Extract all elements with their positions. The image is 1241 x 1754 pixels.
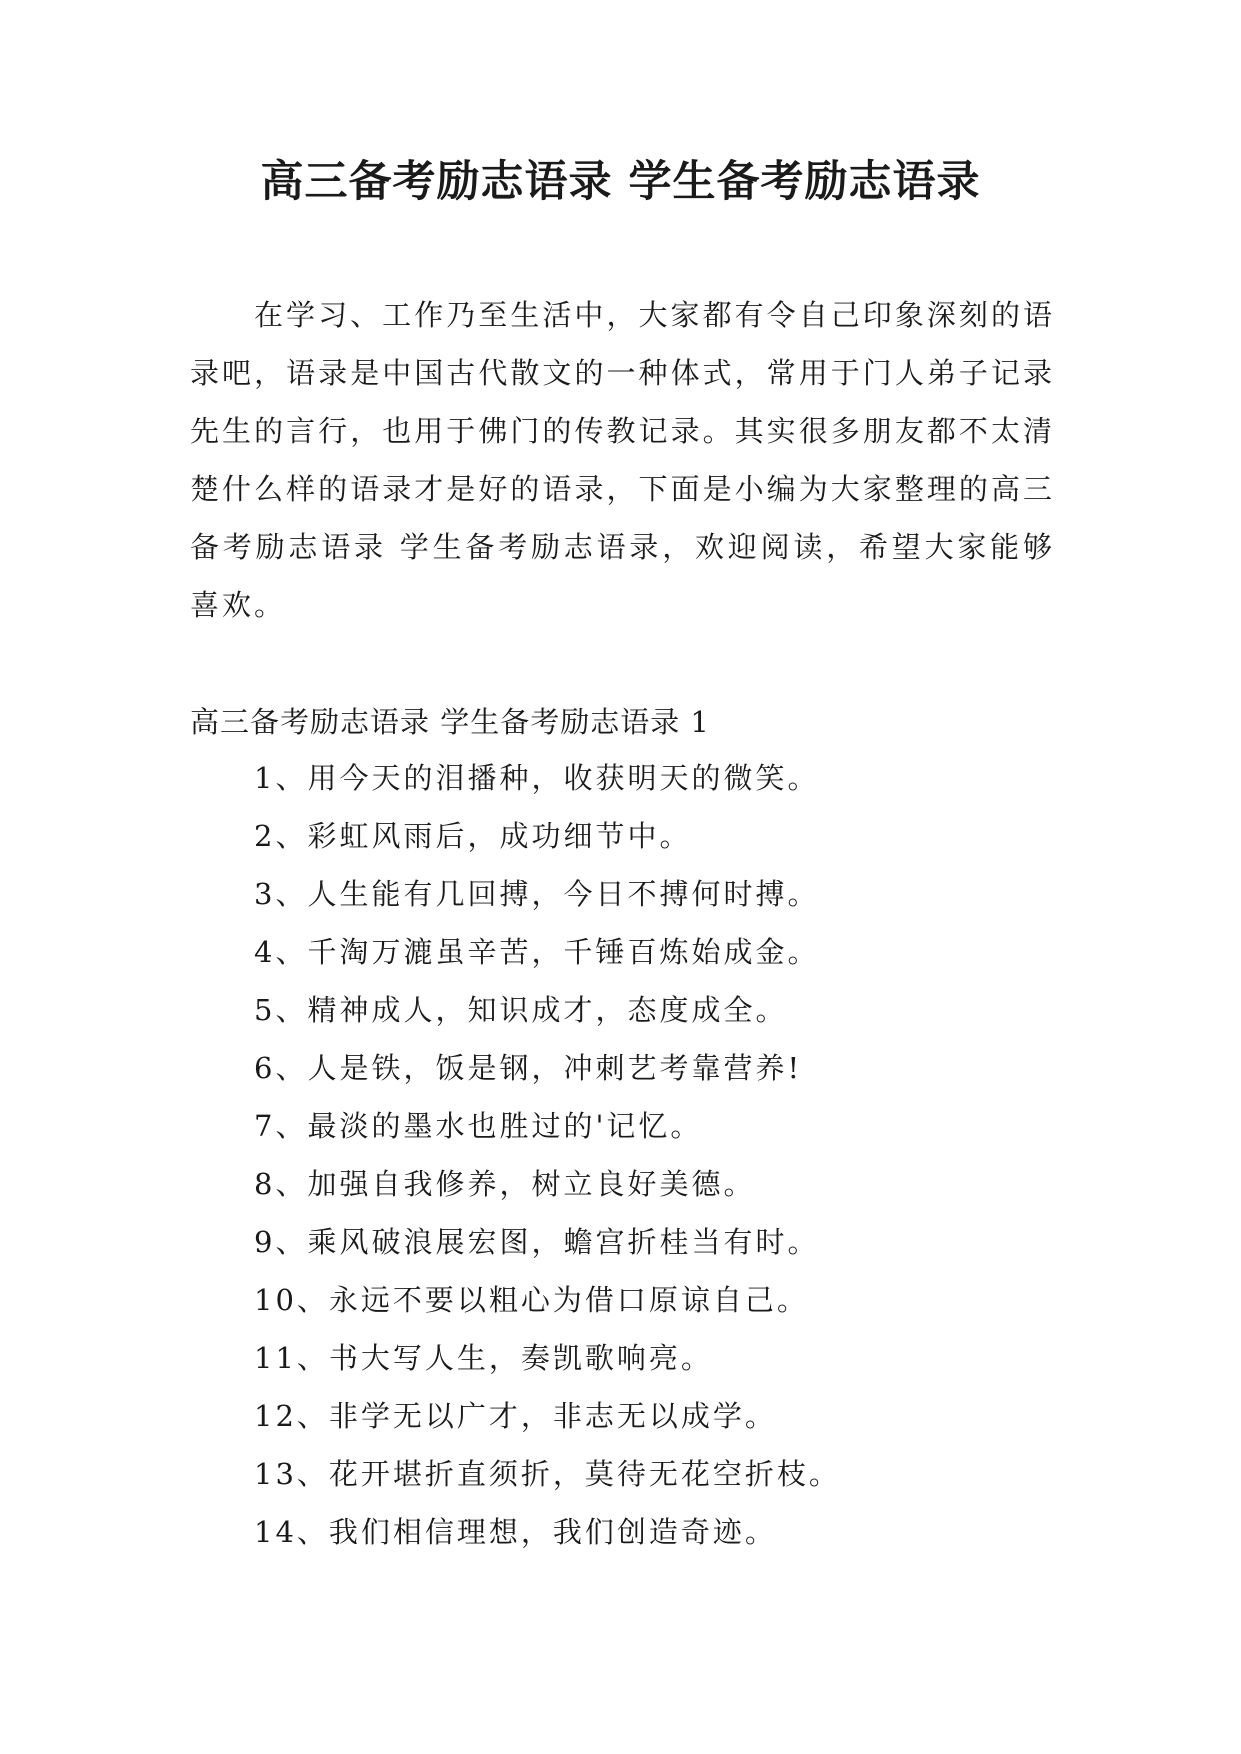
quote-item: 12、非学无以广才，非志无以成学。 [254, 1399, 777, 1433]
quote-item: 9、乘风破浪展宏图，蟾宫折桂当有时。 [254, 1225, 820, 1259]
quote-item: 3、人生能有几回搏，今日不搏何时搏。 [254, 877, 820, 911]
quote-item: 2、彩虹风雨后，成功细节中。 [254, 819, 692, 853]
quote-item: 8、加强自我修养，树立良好美德。 [254, 1167, 756, 1201]
quote-item: 6、人是铁，饭是钢，冲刺艺考靠营养! [254, 1051, 803, 1085]
quote-item: 10、永远不要以粗心为借口原谅自己。 [254, 1283, 809, 1317]
quote-item: 1、用今天的泪播种，收获明天的微笑。 [254, 761, 820, 795]
quote-item: 13、花开堪折直须折，莫待无花空折枝。 [254, 1457, 841, 1491]
quote-item: 5、精神成人，知识成才，态度成全。 [254, 993, 788, 1027]
quote-item: 4、千淘万漉虽辛苦，千锤百炼始成金。 [254, 935, 820, 969]
section-heading: 高三备考励志语录 学生备考励志语录 1 [190, 705, 710, 739]
quote-item: 14、我们相信理想，我们创造奇迹。 [254, 1515, 777, 1549]
intro-paragraph: 在学习、工作乃至生活中，大家都有令自己印象深刻的语录吧，语录是中国古代散文的一种体式，常用于门人弟子记录先生的言行，也用于佛门的传教记录。其实很多朋友都不太清楚什么样的语录才是好的语录，下面是小编为大家整理的高三备考励志语录 学生备考励志语录，欢迎阅读，希望大家能够喜欢。 [190, 298, 1055, 622]
quote-item: 7、最淡的墨水也胜过的'记忆。 [254, 1109, 703, 1143]
quote-list [254, 756, 1074, 1568]
document-title: 高三备考励志语录 学生备考励志语录 [260, 157, 981, 207]
quote-item: 11、书大写人生，奏凯歌响亮。 [254, 1341, 713, 1375]
